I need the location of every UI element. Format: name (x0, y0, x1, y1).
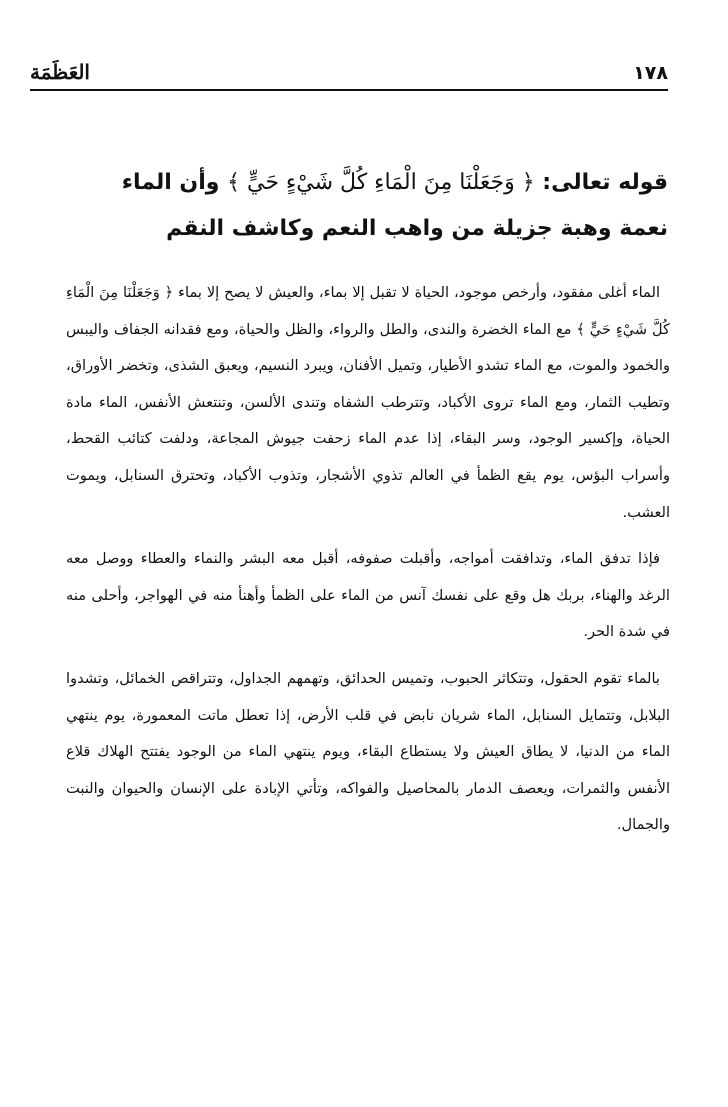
heading-quran-verse: ﴿ وَجَعَلْنَا مِنَ الْمَاءِ كُلَّ شَيْءٍ حَيٍّ ﴾ (227, 170, 535, 195)
heading-suffix: وأن الماء نعمة وهبة جزيلة من واهب النعم وكاشف النقم (121, 170, 668, 241)
heading-prefix: قوله تعالى: (542, 170, 668, 195)
paragraph-2: فإذا تدفق الماء، وتدافقت أمواجه، وأقبلت صفوفه، أقبل معه البشر والنماء والعطاء ووصل معه الرغد والهناء، بربك هل وقع على نفسك آنس من الماء على الظمأ وأهنأ منه في الهواجر، وأحلى منه في شدة الحر. (66, 550, 670, 641)
paragraph-3: بالماء تقوم الحقول، وتتكاثر الحبوب، وتميس الحدائق، وتهمهم الجداول، وتتراقص الخمائل، وتشدوا البلابل، وتتمايل السنابل، الماء شريان نابض في قلب الأرض، إذا تعطل ماتت المعمورة، يوم ينتهي الماء من الدنيا، لا يطاق العيش ولا يستطاع البقاء، ويوم ينتهي الماء من الوجود يفتتح الهلاك قلاع الأنفس والثمرات، ويعصف الدمار بالمحاصيل والفواكه، وتأتي الإبادة على الإنسان والحيوان والنبت والجمال. (66, 669, 670, 834)
header-rule (30, 89, 668, 91)
section-heading (70, 160, 668, 252)
paragraph-1-text-after: مع الماء الخضرة والندى، والطل والرواء، والظل والحياة، ومع فقدانه الجفاف واليبس والخمود والموت، مع الماء تشدو الأطيار، وتميل الأفنان، ويبرد النسيم، ويعبق الشذى، وتخضر الأوراق، وتطيب الثمار، ومع الماء تروى الأكباد، وتترطب الشفاه وتندى الألسن، وتنتعش الأنفس، الماء مادة الحياة، وإكسير الوجود، وسر البقاء، إذا عدم الماء زحفت جيوش المجاعة، ودلفت كتائب القحط، وأسراب البؤس، يوم يقع الظمأ في العالم تذوي الأشجار، وتذوب الأكباد، وتحترق السنابل، ويموت العشب. (66, 320, 670, 521)
running-header (30, 62, 668, 86)
paragraph-1 (66, 275, 670, 531)
page-number: ١٧٨ (633, 62, 668, 84)
body-text (66, 275, 670, 854)
book-title: العَظَمَة (30, 60, 90, 84)
paragraph-1-quran-verse: ﴿ وَجَعَلْنَا مِنَ الْمَاءِ كُلَّ شَيْءٍ حَيٍّ ﴾ (66, 284, 670, 338)
paragraph-1-text-before: الماء أغلى مفقود، وأرخص موجود، الحياة لا تقبل إلا بماء، والعيش لا يصح إلا بماء (178, 284, 660, 301)
